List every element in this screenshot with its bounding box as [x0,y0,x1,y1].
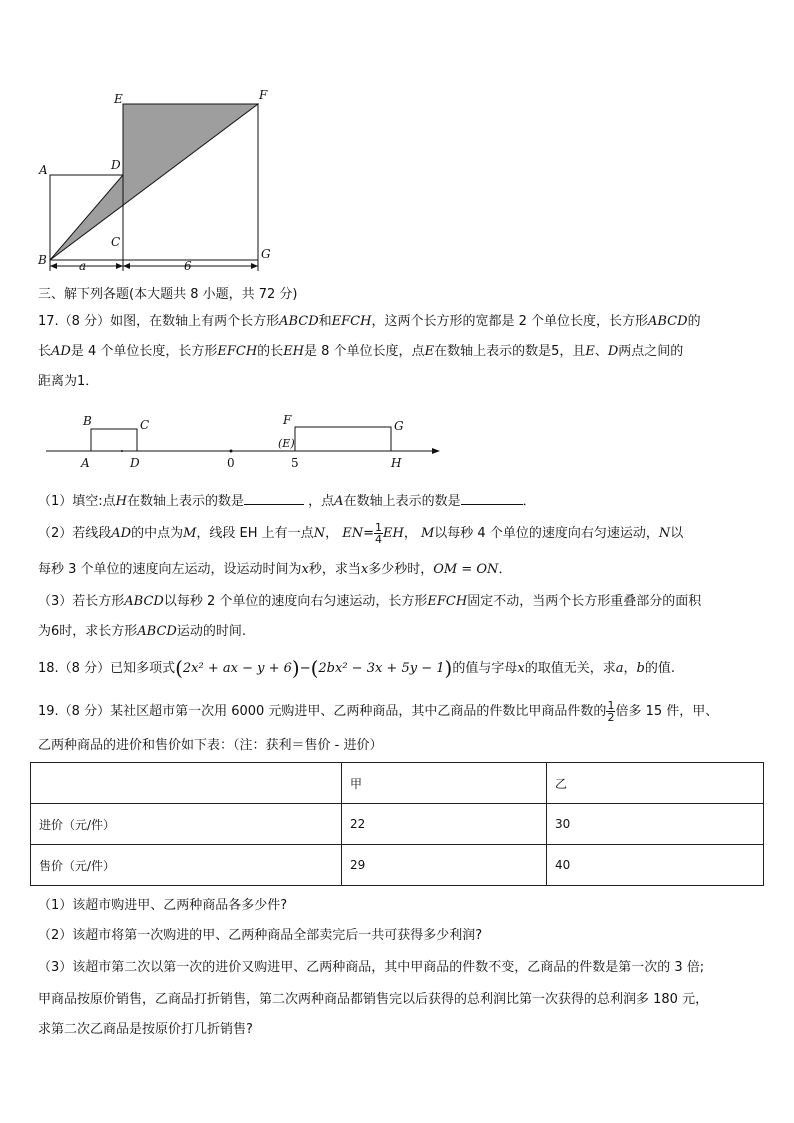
number-line-figure [40,408,450,474]
q19-part3-line3: 求第二次乙商品是按原价打几折销售? [38,1022,253,1037]
rect-efch [295,427,391,451]
q17-part2-line1: （2）若线段AD的中点为M，线段 EH 上有一点N， EN= $\frac{1}{4}$ EH， M以每秒 4 个单位的速度向右匀速运动，N以 [38,521,684,546]
table-cell: 售价（元/件） [31,845,342,886]
nl-label-c: C [140,418,150,432]
q19-part3-line1: （3）该超市第二次以第一次的进价又购进甲、乙两种商品，其中甲商品的件数不变，乙商品的件数是第一次的 3 倍; [38,960,705,975]
geometry-figure [30,85,290,275]
nl-label-g: G [394,419,404,433]
label-f: F [259,88,268,102]
q17-part2-line2: 每秒 3 个单位的速度向左运动，设运动时间为x秒，求当x多少秒时，OM = ON． [38,562,512,577]
q18-text: 18.（8 分）已知多项式(2x² + ax − y + 6)−(2bx² − 3x + 5y − 1)的值与字母x的取值无关，求a，b的值. [38,656,675,680]
nl-label-a: A [81,456,90,470]
table-row [31,804,764,845]
answer-blank-a[interactable] [461,490,523,505]
nl-label-e: (E) [278,437,295,450]
section-heading: 三、解下列各题(本大题共 8 小题，共 72 分) [38,287,298,302]
q17-part3-line1: （3）若长方形ABCD以每秒 2 个单位的速度向右匀速运动，长方形EFCH固定不动，当两个长方形重叠部分的面积 [38,594,702,609]
table-cell: 40 [547,845,764,886]
table-cell: 29 [342,845,547,886]
nl-label-f: F [283,413,292,427]
rect-abcd [91,429,137,451]
q17-part3-line2: 为6时，求长方形ABCD运动的时间. [38,624,246,639]
nl-label-b: B [83,414,92,428]
q17-line2: 长AD是 4 个单位长度，长方形EFCH的长EH是 8 个单位长度，点E在数轴上表示的数是5，且E、D两点之间的 [38,344,684,359]
label-a: A [39,163,48,177]
q17-line1: 17.（8 分）如图，在数轴上有两个长方形ABCD和EFCH，这两个长方形的宽都是 2 个单位长度，长方形ABCD的 [38,314,701,329]
nl-label-d: D [130,456,140,470]
table-cell: 进价（元/件） [31,804,342,845]
fraction-one-quarter: $\frac{1}{4}$ [375,521,382,546]
label-e: E [114,92,123,106]
table-row [31,845,764,886]
q19-part1: （1）该超市购进甲、乙两种商品各多少件? [38,898,288,913]
table-header-row [31,763,764,804]
q17-part1: （1）填空:点H在数轴上表示的数是 ，点A在数轴上表示的数是 ． [38,490,760,512]
q19-part2: （2）该超市将第一次购进的甲、乙两种商品全部卖完后一共可获得多少利润? [38,928,483,943]
origin-dot [230,450,233,453]
table-cell: 22 [342,804,547,845]
table-cell: 乙 [547,763,764,804]
label-b: B [38,253,47,267]
q19-part3-line2: 甲商品按原价销售，乙商品打折销售，第二次两种商品都销售完以后获得的总利润比第一次获得的总利润多 180 元， [38,992,709,1007]
price-table [30,762,764,886]
table-cell [31,763,342,804]
table-cell: 甲 [342,763,547,804]
nl-label-5: 5 [291,456,299,470]
fraction-one-half: $\frac{1}{2}$ [607,699,615,724]
answer-blank-h[interactable] [244,490,304,505]
dim-a-label: a [79,259,87,273]
axis-arrow [432,448,440,454]
nl-label-h: H [391,456,402,470]
q19-line2: 乙两种商品的进价和售价如下表：（注：获利＝售价 - 进价） [38,738,383,753]
q17-line3: 距离为1． [38,374,99,389]
dim-6-label: 6 [184,259,192,273]
label-d: D [111,158,121,172]
shaded-triangle [50,104,258,260]
table-cell: 30 [547,804,764,845]
label-g: G [261,247,271,261]
nl-label-0: 0 [227,456,235,470]
q19-line1: 19.（8 分）某社区超市第一次用 6000 元购进甲、乙两种商品，其中乙商品的件数比甲商品件数的 $\frac{1}{2}$ 倍多 15 件，甲、 [38,699,719,724]
label-c: C [111,235,121,249]
